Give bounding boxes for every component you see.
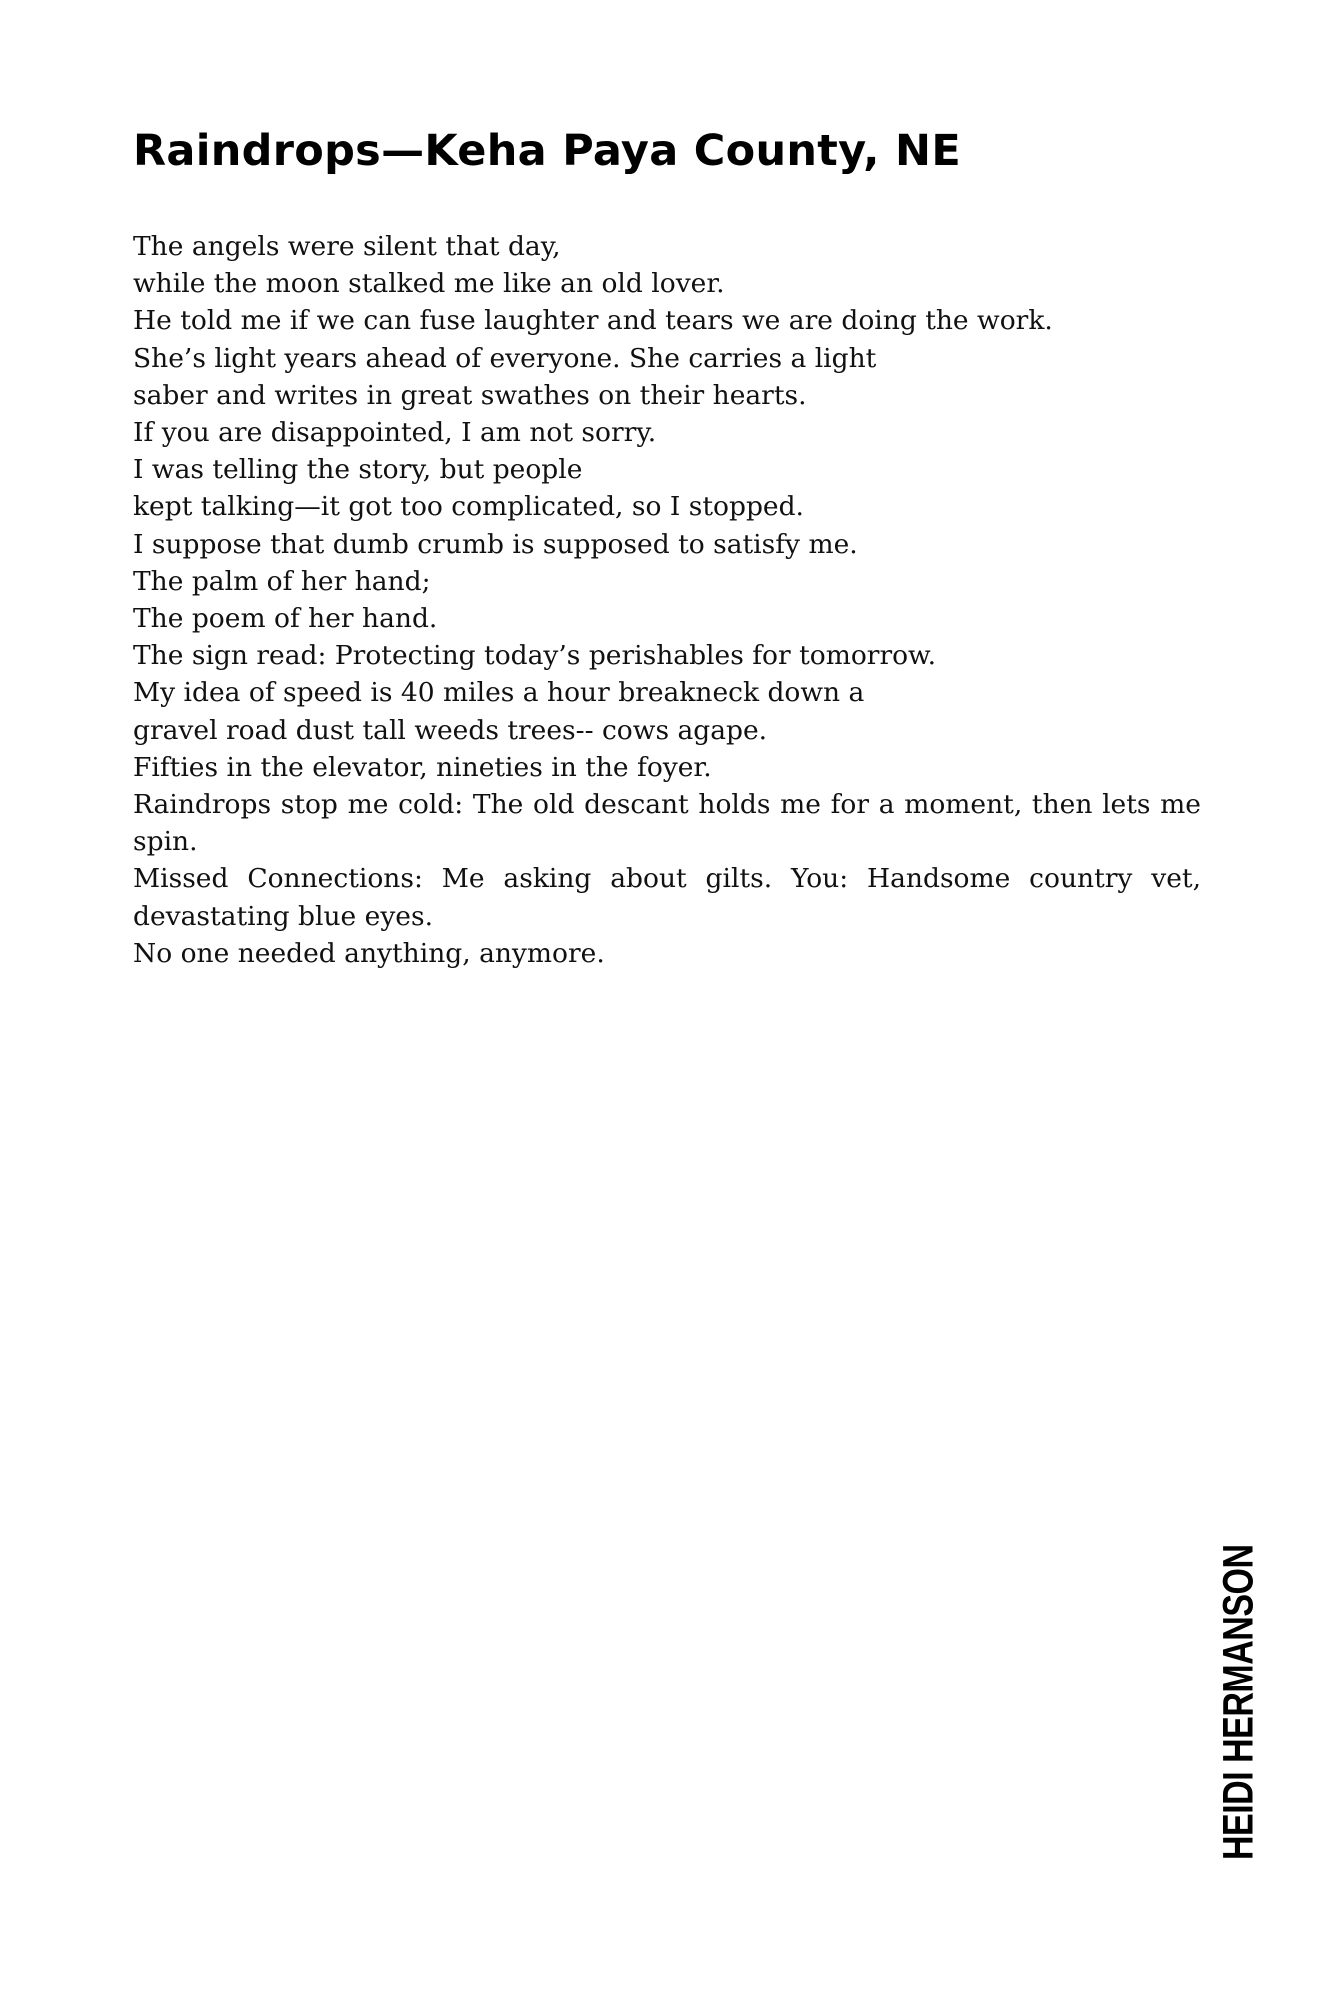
poem-line: Missed Connections: Me asking about gilts. You: Handsome country vet, devastating blue eyes. bbox=[133, 863, 1201, 932]
poem-line: while the moon stalked me like an old lover. bbox=[133, 268, 725, 300]
poem-line: The sign read: Protecting today’s perishables for tomorrow. bbox=[133, 640, 937, 672]
poem-line: I was telling the story, but people bbox=[133, 454, 583, 486]
poem-line: saber and writes in great swathes on their hearts. bbox=[133, 379, 807, 411]
poem-line: If you are disappointed, I am not sorry. bbox=[133, 417, 657, 449]
poem-title: Raindrops—Keha Paya County, NE bbox=[133, 126, 962, 176]
poem-line: I suppose that dumb crumb is supposed to satisfy me. bbox=[133, 528, 858, 560]
poem-line: No one needed anything, anymore. bbox=[133, 937, 605, 969]
poem-line: Fifties in the elevator, nineties in the foyer. bbox=[133, 751, 712, 783]
poem-line: The poem of her hand. bbox=[133, 603, 438, 635]
poem-line: gravel road dust tall weeds trees-- cows agape. bbox=[133, 714, 768, 746]
poem-body bbox=[133, 228, 1201, 972]
poem-line: She’s light years ahead of everyone. She carries a light bbox=[133, 342, 877, 374]
poem-line: Raindrops stop me cold: The old descant holds me for a moment, then lets me spin. bbox=[133, 789, 1201, 858]
poem-line: He told me if we can fuse laughter and tears we are doing the work. bbox=[133, 305, 1053, 337]
author-name: HEIDI HERMANSON bbox=[1215, 1544, 1263, 1860]
poem-line: kept talking—it got too complicated, so I stopped. bbox=[133, 491, 804, 523]
poem-line: The angels were silent that day, bbox=[133, 231, 561, 262]
poem-line: The palm of her hand; bbox=[133, 565, 431, 597]
poem-line: My idea of speed is 40 miles a hour breakneck down a bbox=[133, 677, 865, 709]
